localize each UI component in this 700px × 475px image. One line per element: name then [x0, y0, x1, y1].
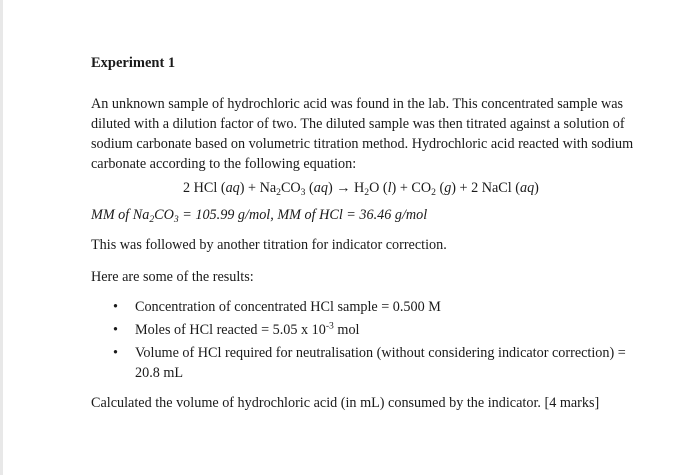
results-list [91, 297, 651, 383]
bullet-icon: • [113, 345, 118, 361]
experiment-heading: Experiment 1 [91, 55, 176, 71]
question-text: Calculated the volume of hydrochloric acid (in mL) consumed by the indicator. [4 marks] [91, 395, 600, 411]
intro-paragraph: An unknown sample of hydrochloric acid was found in the lab. This concentrated sample was diluted with a dilution factor of two. The diluted sample was then titrated against a solution of sodium carbonate based on volumetric titration method. Hydrochloric acid reacted with sodium carbonate according to the following equation: [91, 96, 634, 172]
chemical-equation: 2 HCl $(aq) + Na_2CO_3$ $(aq) \to H_2O$ $(l) + CO_2$ (g) + 2 NaCl (aq) [183, 180, 539, 198]
result-volume: Volume of HCl required for neutralisation (without considering indicator correction) = 20.8 mL [135, 345, 626, 381]
page-edge-shadow [0, 0, 3, 475]
bullet-icon: • [113, 322, 118, 338]
molar-mass-line: MM of $Na_2CO_3 = 105.99$ g/mol, MM of HCl = 36.46 g/mol [91, 207, 428, 225]
indicator-correction-note: This was followed by another titration for indicator correction. [91, 237, 447, 253]
results-intro: Here are some of the results: [91, 269, 254, 285]
bullet-icon: • [113, 299, 118, 315]
document-body [91, 53, 651, 413]
result-moles: Moles of HCl reacted = 5.05 x $10^{-3}$ mol [135, 320, 360, 338]
list-item [91, 343, 651, 383]
list-item [91, 297, 651, 317]
list-item [91, 320, 651, 340]
result-concentration: Concentration of concentrated HCl sample = 0.500 M [135, 299, 441, 315]
